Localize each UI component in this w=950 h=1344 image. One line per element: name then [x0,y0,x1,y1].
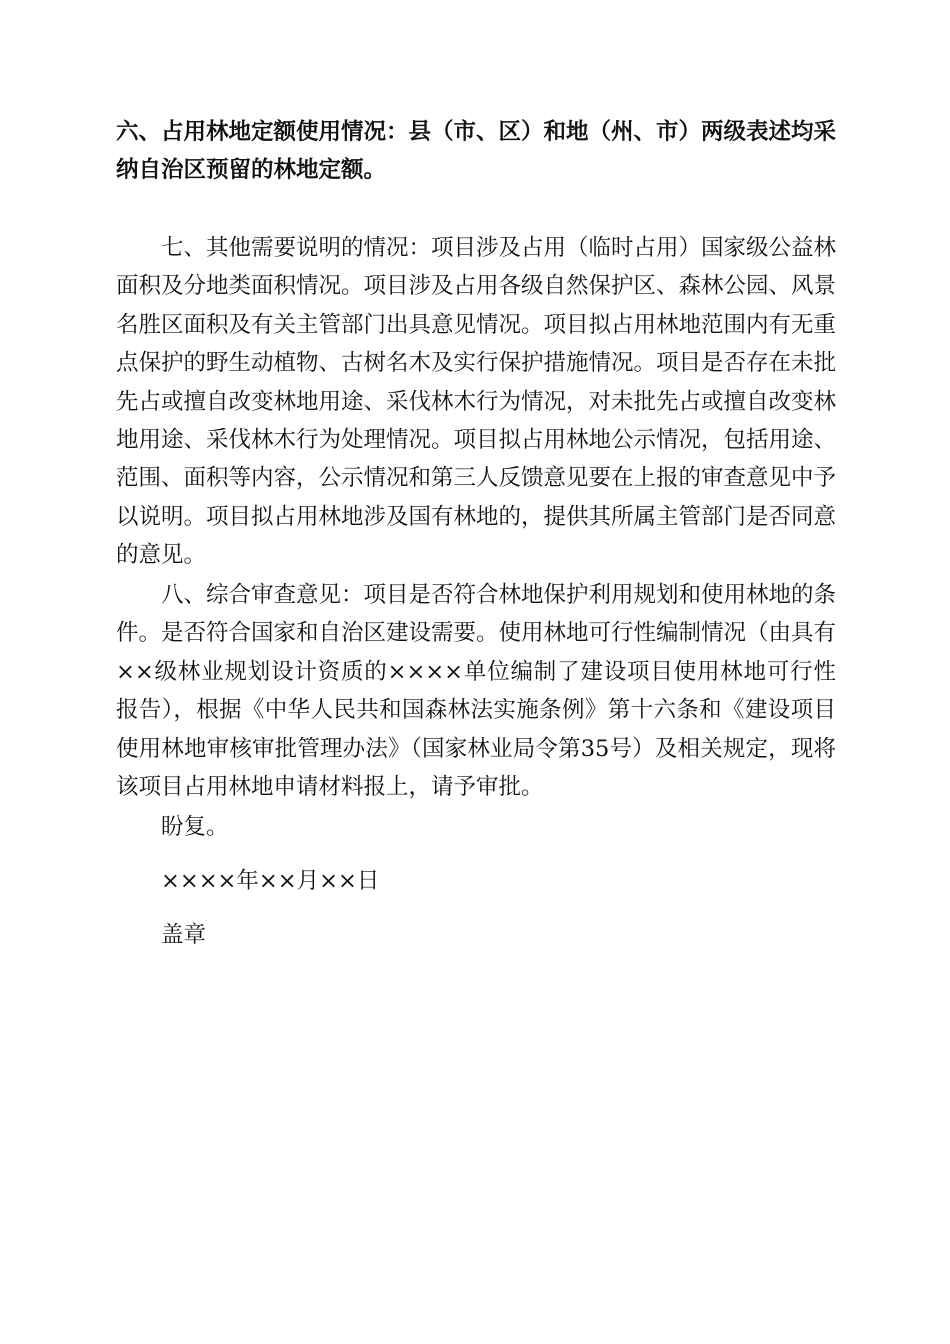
section-seven-paragraph: 七、其他需要说明的情况：项目涉及占用（临时占用）国家级公益林面积及分地类面积情况。项目涉及占用各级自然保护区、森林公园、风景名胜区面积及有关主管部门出具意见情况。项目拟占用林地范围内有无重点保护的野生动植物、古树名木及实行保护措施情况。项目是否存在未批先占或擅自改变林地用途、采伐林木行为情况，对未批先占或擅自改变林地用途、采伐林木行为处理情况。项目拟占用林地公示情况，包括用途、范围、面积等内容，公示情况和第三人反馈意见要在上报的审查意见中予以说明。项目拟占用林地涉及国有林地的，提供其所属主管部门是否同意的意见。 [116,235,837,569]
section-eight-paragraph: 八、综合审查意见：项目是否符合林地保护利用规划和使用林地的条件。是否符合国家和自治区建设需要。使用林地可行性编制情况（由具有××级林业规划设计资质的××××单位编制了建设项目使用林地可行性报告），根据《中华人民共和国森林法实施条例》第十六条和《建设项目使用林地审核审批管理办法》（国家林业局令第35号）及相关规定，现将该项目占用林地申请材料报上，请予审批。 [116,582,837,801]
section-six-paragraph: 六、占用林地定额使用情况：县（市、区）和地（州、市）两级表述均采纳自治区预留的林地定额。 [116,119,837,184]
seal-text: 盖章 [161,922,207,948]
closing-text: 盼复。 [161,814,229,840]
date-text: ××××年××月××日 [161,868,380,894]
